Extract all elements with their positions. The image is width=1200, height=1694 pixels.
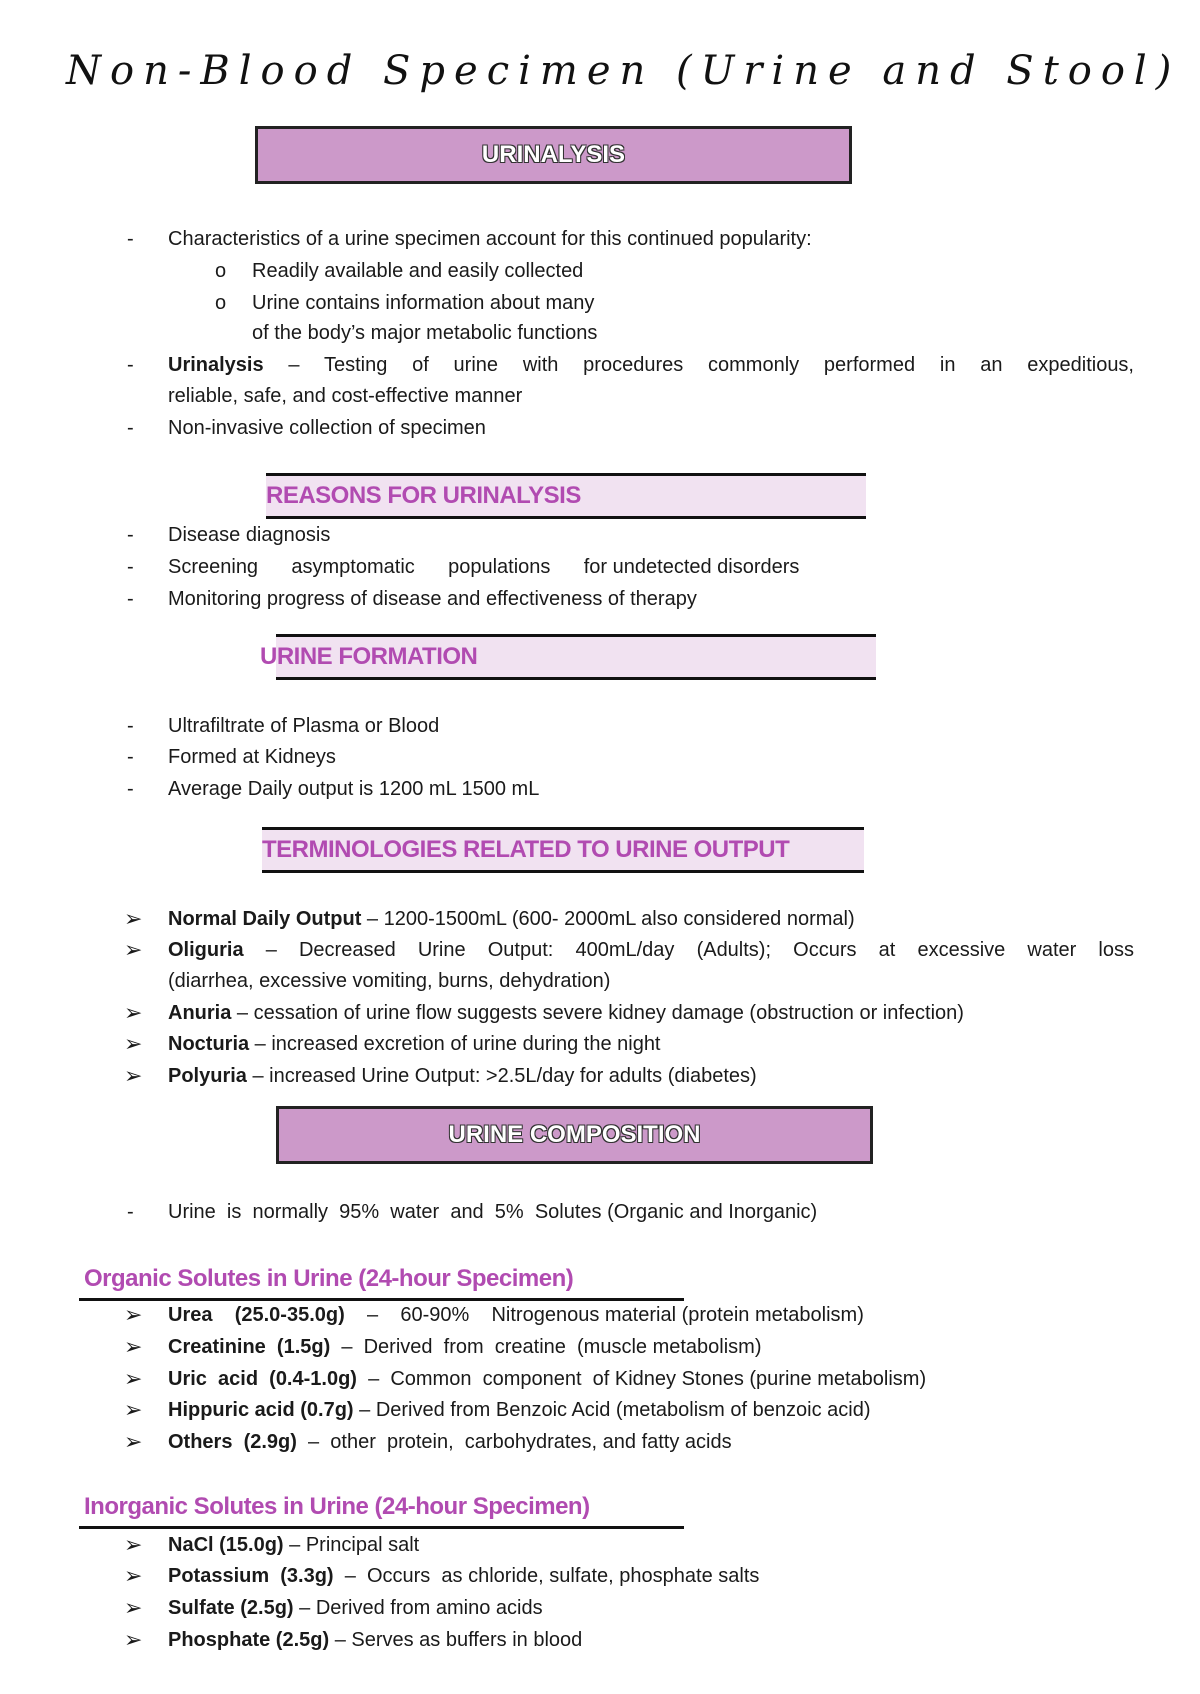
page-title: Non-Blood Specimen (Urine and Stool) — [66, 48, 1181, 94]
arrow-bullet-icon: ➢ — [124, 1302, 143, 1327]
term: Sulfate (2.5g) — [168, 1597, 294, 1619]
term: Urea (25.0-35.0g) — [168, 1304, 345, 1326]
term-text: – Derived from Benzoic Acid (metabolism of benzoic acid) — [353, 1399, 871, 1421]
term-text: – cessation of urine flow suggests severe kidney damage (obstruction or infection) — [231, 1002, 964, 1024]
organic-heading: Organic Solutes in Urine (24-hour Specimen) — [79, 1262, 684, 1301]
list-item-continued: reliable, safe, and cost-effective manner — [168, 385, 523, 407]
term-text: – 60-90% Nitrogenous material (protein metabolism) — [344, 1304, 864, 1326]
solute-item — [168, 1534, 419, 1557]
list-item: Urine is normally 95% water and 5% Solutes (Organic and Inorganic) — [168, 1201, 818, 1223]
solute-item — [168, 1304, 864, 1327]
term-item — [168, 939, 1134, 962]
arrow-bullet-icon: ➢ — [124, 1595, 143, 1620]
arrow-bullet-icon: ➢ — [124, 1366, 143, 1391]
term: Creatinine (1.5g) — [168, 1336, 331, 1358]
solute-item — [168, 1336, 762, 1359]
arrow-bullet-icon: ➢ — [124, 1000, 143, 1025]
formation-heading: URINE FORMATION — [260, 643, 478, 670]
list-item: Ultrafiltrate of Plasma or Blood — [168, 715, 440, 737]
solute-item — [168, 1565, 759, 1588]
dash-bullet: - — [127, 588, 134, 610]
arrow-bullet-icon: ➢ — [124, 1031, 143, 1056]
arrow-bullet-icon: ➢ — [124, 1397, 143, 1422]
term: Anuria — [168, 1002, 232, 1024]
list-item: Disease diagnosis — [168, 524, 331, 546]
circle-bullet: o — [215, 292, 227, 314]
term-text: – Derived from amino acids — [293, 1597, 543, 1619]
term-text: – 1200-1500mL (600- 2000mL also considered normal) — [361, 908, 855, 930]
term-text: – other protein, carbohydrates, and fatty acids — [296, 1431, 732, 1453]
term: Potassium (3.3g) — [168, 1565, 334, 1587]
term-text: – increased Urine Output: >2.5L/day for adults (diabetes) — [246, 1065, 757, 1087]
term: NaCl (15.0g) — [168, 1534, 284, 1556]
list-subitem: Urine contains information about many — [252, 292, 595, 314]
list-item: Non-invasive collection of specimen — [168, 417, 486, 439]
dash-bullet: - — [127, 778, 134, 800]
term-item — [168, 1033, 661, 1056]
term: Polyuria — [168, 1065, 247, 1087]
term-text: – increased excretion of urine during the night — [249, 1033, 661, 1055]
dash-bullet: - — [127, 417, 134, 439]
term: Phosphate (2.5g) — [168, 1629, 330, 1651]
solute-item — [168, 1597, 543, 1620]
term-text: – Derived from creatine (muscle metabolism) — [330, 1336, 762, 1358]
list-item: Average Daily output is 1200 mL 1500 mL — [168, 778, 540, 800]
term: Nocturia — [168, 1033, 250, 1055]
dash-bullet: - — [127, 354, 134, 376]
term: Others (2.9g) — [168, 1431, 297, 1453]
term: Uric acid (0.4-1.0g) — [168, 1368, 357, 1390]
formation-heading-band — [260, 634, 876, 680]
term-item — [168, 1065, 757, 1088]
term: Normal Daily Output — [168, 908, 362, 930]
dash-bullet: - — [127, 228, 134, 250]
term-text: – Decreased Urine Output: 400mL/day (Adults); Occurs at excessive water loss — [243, 939, 1134, 961]
dash-bullet: - — [127, 715, 134, 737]
arrow-bullet-icon: ➢ — [124, 1063, 143, 1088]
solute-item — [168, 1368, 926, 1391]
solute-item — [168, 1399, 870, 1422]
term-text: – Testing of urine with procedures commonly performed in an expeditious, — [263, 354, 1134, 376]
list-subitem-continued: of the body’s major metabolic functions — [252, 322, 598, 344]
list-subitem: Readily available and easily collected — [252, 260, 584, 282]
term-text: – Occurs as chloride, sulfate, phosphate salts — [333, 1565, 760, 1587]
list-item: Formed at Kidneys — [168, 746, 336, 768]
arrow-bullet-icon: ➢ — [124, 1532, 143, 1557]
composition-heading: URINE COMPOSITION — [276, 1106, 873, 1164]
term-item-continued: (diarrhea, excessive vomiting, burns, dehydration) — [168, 970, 611, 992]
urinalysis-heading: URINALYSIS — [255, 126, 852, 184]
dash-bullet: - — [127, 524, 134, 546]
term-text: – Common component of Kidney Stones (purine metabolism) — [356, 1368, 927, 1390]
inorganic-heading: Inorganic Solutes in Urine (24-hour Specimen) — [79, 1490, 684, 1529]
solute-item — [168, 1629, 582, 1652]
arrow-bullet-icon: ➢ — [124, 1429, 143, 1454]
term-text: – Serves as buffers in blood — [329, 1629, 583, 1651]
dash-bullet: - — [127, 556, 134, 578]
list-item-definition — [168, 354, 1134, 377]
arrow-bullet-icon: ➢ — [124, 906, 143, 931]
list-item: Characteristics of a urine specimen account for this continued popularity: — [168, 228, 812, 250]
term-text: – Principal salt — [283, 1534, 420, 1556]
arrow-bullet-icon: ➢ — [124, 1627, 143, 1652]
reasons-heading: REASONS FOR URINALYSIS — [266, 473, 866, 519]
term: Urinalysis — [168, 354, 264, 376]
term-item — [168, 908, 855, 931]
list-item: Screening asymptomatic populations for undetected disorders — [168, 556, 800, 578]
circle-bullet: o — [215, 260, 227, 282]
term: Oliguria — [168, 939, 244, 961]
term-item — [168, 1002, 964, 1025]
arrow-bullet-icon: ➢ — [124, 937, 143, 962]
dash-bullet: - — [127, 1201, 134, 1223]
arrow-bullet-icon: ➢ — [124, 1334, 143, 1359]
terminologies-heading: TERMINOLOGIES RELATED TO URINE OUTPUT — [262, 827, 864, 873]
arrow-bullet-icon: ➢ — [124, 1563, 143, 1588]
term: Hippuric acid (0.7g) — [168, 1399, 354, 1421]
list-item: Monitoring progress of disease and effectiveness of therapy — [168, 588, 697, 610]
dash-bullet: - — [127, 746, 134, 768]
solute-item — [168, 1431, 732, 1454]
